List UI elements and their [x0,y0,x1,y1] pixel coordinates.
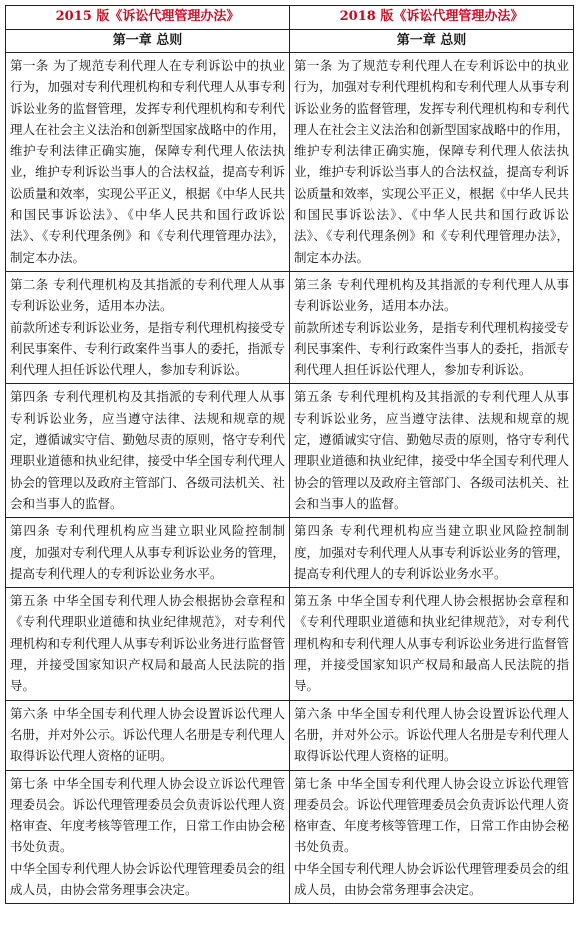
article-cell-2015 [6,700,290,770]
article-row [6,770,574,904]
article-row [6,588,574,700]
chapter-title-2015: 第一章 总则 [6,30,290,53]
article-paragraph: 第七条 中华全国专利代理人协会设立诉讼代理管理委员会。诉讼代理管理委员会负责诉讼代理人资格审查、年度考核等管理工作，日常工作由协会秘书处负责。 [10,775,286,855]
article-cell-2018 [290,271,574,383]
comparison-document [5,5,574,904]
article-cell-2018 [290,384,574,518]
article-cell-2018 [290,770,574,904]
article-paragraph: 中华全国专利代理人协会诉讼代理管理委员会的组成人员，由协会常务理事会决定。 [10,860,286,897]
article-row [6,700,574,770]
article-paragraph: 中华全国专利代理人协会诉讼代理管理委员会的组成人员，由协会常务理事会决定。 [294,860,570,897]
comparison-table [5,5,574,904]
article-paragraph: 第一条 为了规范专利代理人在专利诉讼中的执业行为，加强对专利代理机构和专利代理人从事专利诉讼业务的监督管理，发挥专利代理机构和专利代理人在社会主义法治和创新型国家战略中的作用，维护专利法律正确实施，保障专利代理人依法执业，维护专利诉讼当事人的合法权益，提高专利诉讼质量和效率，实现公平正义，根据《中华人民共和国民事诉讼法》、《中华人民共和国行政诉讼法》、《专利代理条例》和《专利代理管理办法》，制定本办法。 [294,58,570,265]
article-paragraph: 第四条 专利代理机构及其指派的专利代理人从事专利诉讼业务，应当遵守法律、法规和规章的规定，遵循诚实守信、勤勉尽责的原则，恪守专利代理职业道德和执业纪律，接受中华全国专利代理人协会的管理以及政府主管部门、各级司法机关、社会和当事人的监督。 [10,389,286,511]
article-paragraph: 第六条 中华全国专利代理人协会设置诉讼代理人名册，并对外公示。诉讼代理人名册是专利代理人取得诉讼代理人资格的证明。 [294,705,570,764]
article-cell-2018 [290,518,574,588]
article-paragraph: 第二条 专利代理机构及其指派的专利代理人从事专利诉讼业务，适用本办法。 [10,276,285,314]
article-paragraph: 第六条 中华全国专利代理人协会设置诉讼代理人名册，并对外公示。诉讼代理人名册是专利代理人取得诉讼代理人资格的证明。 [10,705,286,764]
article-cell-2015 [6,588,290,700]
article-cell-2015 [6,518,290,588]
article-cell-2018 [290,700,574,770]
version-header-row [6,6,574,30]
article-cell-2015 [6,53,290,272]
article-row [6,271,574,383]
article-paragraph: 前款所述专利诉讼业务，是指专利代理机构接受专利民事案件、专利行政案件当事人的委托，指派专利代理人担任诉讼代理人，参加专利诉讼。 [294,319,570,378]
article-paragraph: 第五条 中华全国专利代理人协会根据协会章程和《专利代理职业道德和执业纪律规范》，对专利代理机构和专利代理人从事专利诉讼业务进行监督管理，并接受国家知识产权局和最高人民法院的指导。 [294,593,570,694]
chapter-title-2018: 第一章 总则 [290,30,574,53]
article-paragraph: 第七条 中华全国专利代理人协会设立诉讼代理管理委员会。诉讼代理管理委员会负责诉讼代理人资格审查、年度考核等管理工作，日常工作由协会秘书处负责。 [294,775,570,855]
article-cell-2015 [6,271,290,383]
article-row [6,518,574,588]
version-header-2015: 2015 版《诉讼代理管理办法》 [6,6,290,30]
article-cell-2015 [6,770,290,904]
article-paragraph: 第三条 专利代理机构及其指派的专利代理人从事专利诉讼业务，适用本办法。 [294,276,569,314]
article-cell-2018 [290,588,574,700]
chapter-row [6,30,574,53]
article-paragraph: 第五条 中华全国专利代理人协会根据协会章程和《专利代理职业道德和执业纪律规范》，对专利代理机构和专利代理人从事专利诉讼业务进行监督管理，并接受国家知识产权局和最高人民法院的指导。 [10,593,286,694]
article-cell-2015 [6,384,290,518]
article-row [6,384,574,518]
article-cell-2018 [290,53,574,272]
article-paragraph: 第四条 专利代理机构应当建立职业风险控制制度，加强对专利代理人从事专利诉讼业务的管理，提高专利代理人的专利诉讼业务水平。 [10,523,286,581]
article-paragraph: 第五条 专利代理机构及其指派的专利代理人从事专利诉讼业务，应当遵守法律、法规和规章的规定，遵循诚实守信、勤勉尽责的原则，恪守专利代理职业道德和执业纪律，接受中华全国专利代理人协会的管理以及政府主管部门、各级司法机关、社会和当事人的监督。 [294,389,570,511]
article-paragraph: 第四条 专利代理机构应当建立职业风险控制制度，加强对专利代理人从事专利诉讼业务的管理，提高专利代理人的专利诉讼业务水平。 [294,523,570,581]
version-header-2018: 2018 版《诉讼代理管理办法》 [290,6,574,30]
article-paragraph: 前款所述专利诉讼业务，是指专利代理机构接受专利民事案件、专利行政案件当事人的委托，指派专利代理人担任诉讼代理人，参加专利诉讼。 [10,319,286,378]
article-paragraph: 第一条 为了规范专利代理人在专利诉讼中的执业行为，加强对专利代理机构和专利代理人从事专利诉讼业务的监督管理，发挥专利代理机构和专利代理人在社会主义法治和创新型国家战略中的作用，维护专利法律正确实施，保障专利代理人依法执业，维护专利诉讼当事人的合法权益，提高专利诉讼质量和效率，实现公平正义，根据《中华人民共和国民事诉讼法》、《中华人民共和国行政诉讼法》、《专利代理条例》和《专利代理管理办法》，制定本办法。 [10,58,286,265]
article-row [6,53,574,272]
